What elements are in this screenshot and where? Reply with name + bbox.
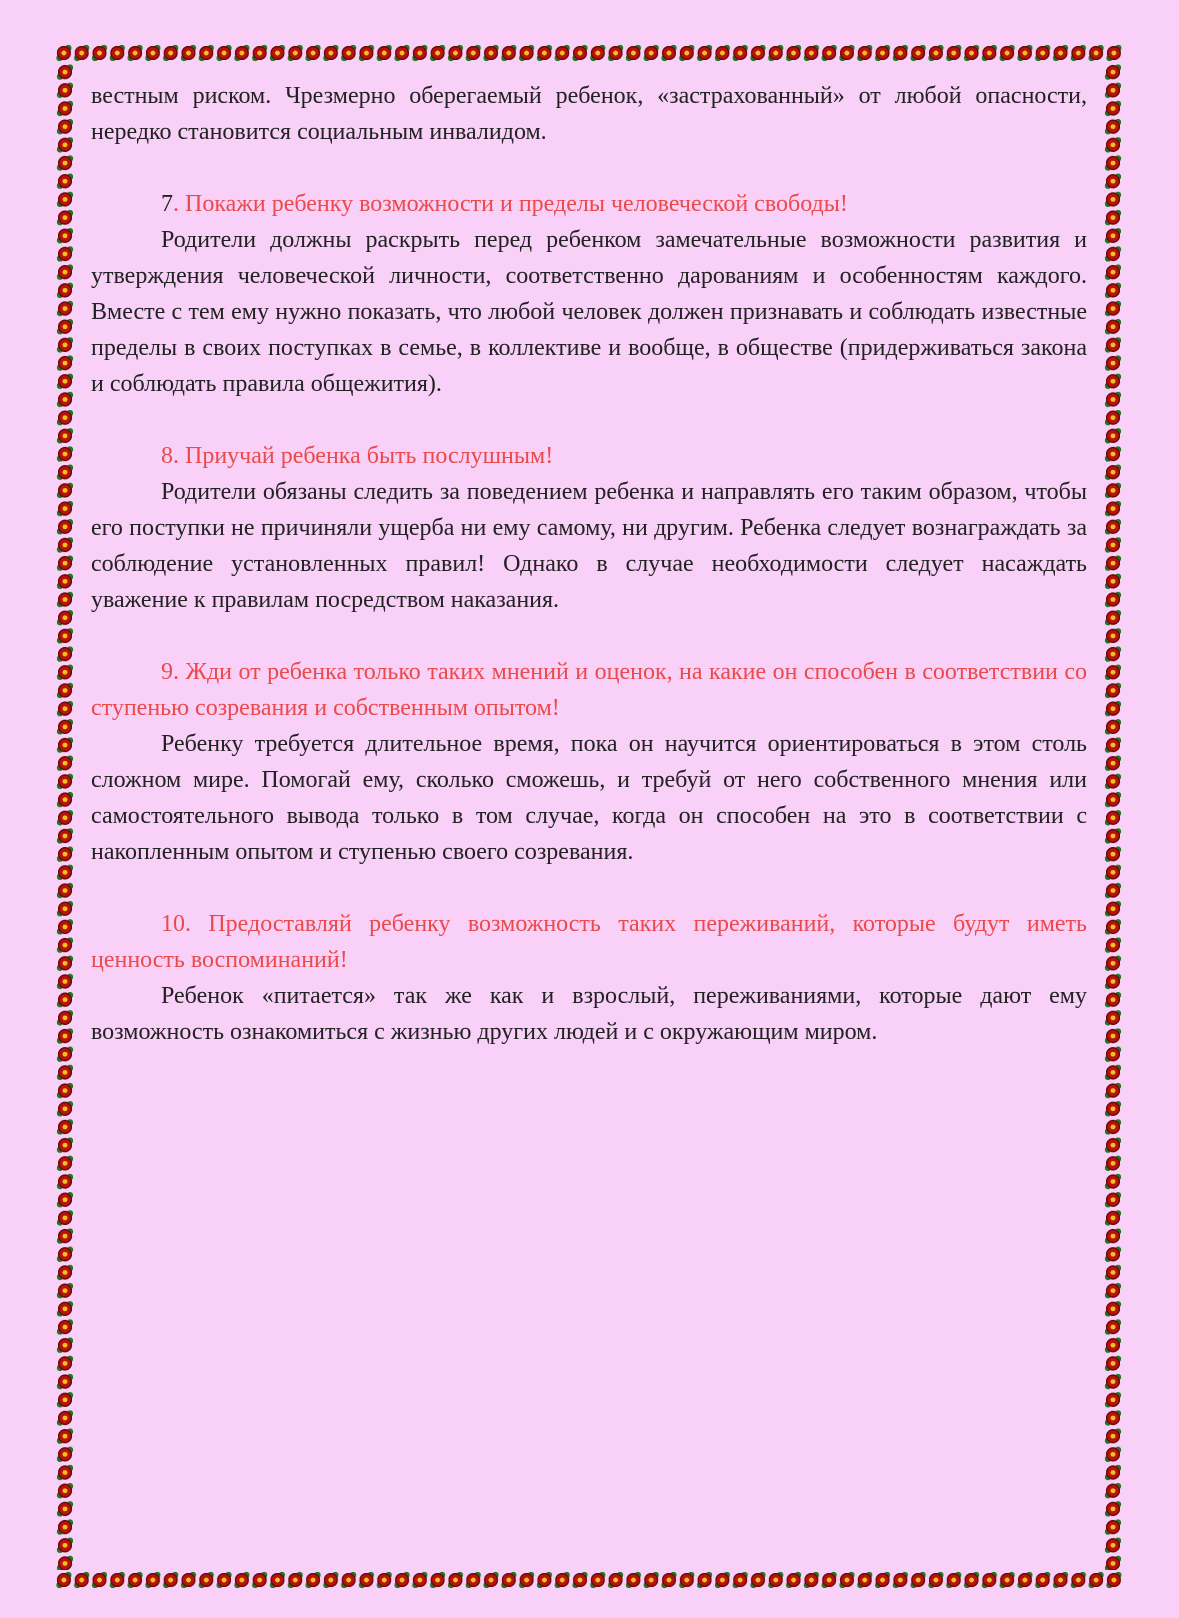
section-7-number: 7 bbox=[161, 191, 173, 217]
paragraph-gap bbox=[91, 870, 1087, 906]
paragraph-gap bbox=[91, 402, 1087, 438]
flower-border-right-icon bbox=[1103, 63, 1123, 1570]
section-7-heading-text: . Покажи ребенку возможности и пределы человеческой свободы! bbox=[173, 191, 848, 217]
document-content bbox=[91, 78, 1087, 1050]
flower-border-top-icon bbox=[55, 43, 1123, 63]
section-9-heading: 9. Жди от ребенка только таких мнений и оценок, на какие он способен в соответствии со ступенью созревания и собственным опытом! bbox=[91, 659, 1087, 721]
section-8-body: Родители обязаны следить за поведением ребенка и направлять его таким образом, чтобы его поступки не причиняли ущерба ни ему самому, ни другим. Ребенка следует вознаграждать за соблюдение установленных правил! Однако в случае необходимости следует насаждать уважение к правилам посредством наказания. bbox=[91, 479, 1087, 613]
section-10-heading: 10. Предоставляй ребенку возможность таких переживаний, которые будут иметь ценность воспоминаний! bbox=[91, 911, 1087, 973]
paragraph-gap bbox=[91, 618, 1087, 654]
paragraph-gap bbox=[91, 150, 1087, 186]
flower-border-bottom-icon bbox=[55, 1570, 1123, 1590]
section-9-body: Ребенку требуется длительное время, пока он научится ориентироваться в этом столь сложном мире. Помогай ему, сколько сможешь, и требуй от него собственного мнения или самостоятельного вывода только в том случае, когда он способен на это в соответствии с накопленным опытом и ступенью своего созревания. bbox=[91, 731, 1087, 865]
section-10-body: Ребенок «питается» так же как и взрослый, переживаниями, которые дают ему возможность ознакомиться с жизнью других людей и с окружающим миром. bbox=[91, 983, 1087, 1045]
flower-border-left-icon bbox=[55, 63, 75, 1570]
section-7-heading bbox=[91, 186, 1087, 222]
section-8-heading: 8. Приучай ребенка быть послушным! bbox=[161, 443, 554, 469]
section-7-body: Родители должны раскрыть перед ребенком замечательные возможности развития и утверждения человеческой личности, соответственно дарованиям и особенностям каждого. Вместе с тем ему нужно показать, что любой человек должен признавать и соблюдать известные пределы в своих поступках в семье, в коллективе и вообще, в обществе (придерживаться закона и соблюдать правила общежития). bbox=[91, 227, 1087, 397]
intro-paragraph: вестным риском. Чрезмерно оберегаемый ребенок, «застрахованный» от любой опасности, нередко становится социальным инвалидом. bbox=[91, 83, 1087, 145]
